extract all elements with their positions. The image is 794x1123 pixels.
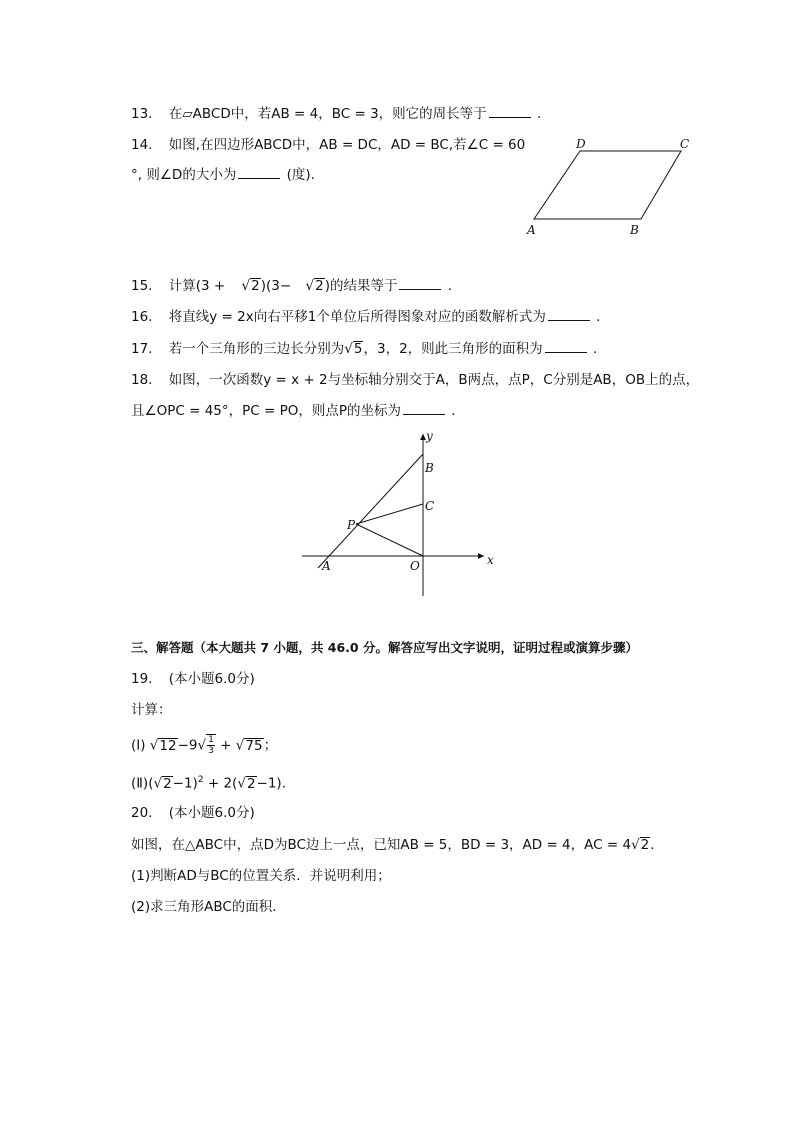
question-18-line2 bbox=[131, 401, 456, 421]
question-14-line2 bbox=[131, 165, 315, 185]
exponent: 2 bbox=[197, 775, 204, 785]
question-text-end: (度). bbox=[286, 167, 315, 183]
label-A: A bbox=[322, 559, 331, 573]
question-text: 在▱ABCD中，若AB = 4，BC = 3，则它的周长等于 bbox=[168, 106, 487, 122]
question-number: 14. bbox=[131, 137, 153, 153]
fraction bbox=[207, 735, 215, 756]
numerator: 1 bbox=[208, 735, 214, 745]
question-14 bbox=[131, 135, 525, 155]
question-18 bbox=[131, 370, 699, 390]
part-label: (Ⅰ) bbox=[131, 737, 146, 754]
question-number: 16. bbox=[131, 309, 153, 325]
answer-blank[interactable] bbox=[238, 166, 280, 179]
segment-PO bbox=[356, 524, 423, 556]
radical: 75 bbox=[245, 737, 263, 754]
coordinate-figure bbox=[298, 428, 508, 598]
line-AB bbox=[318, 454, 423, 568]
question-end: . bbox=[650, 837, 655, 853]
answer-blank[interactable] bbox=[399, 277, 441, 290]
label-x: x bbox=[487, 553, 494, 567]
label-B: B bbox=[425, 461, 434, 475]
question-15: 15. 计算(3 + √2)(3− √2)的结果等于 . bbox=[131, 278, 453, 294]
question-20-part2: (2)求三角形ABC的面积． bbox=[131, 899, 286, 915]
radical: 2 bbox=[640, 837, 650, 853]
question-text: ，3，2，则此三角形的面积为 bbox=[363, 341, 543, 357]
expr: + bbox=[220, 737, 232, 754]
question-number: 18. bbox=[131, 372, 153, 388]
label-P: P bbox=[347, 518, 356, 532]
answer-blank[interactable] bbox=[489, 105, 531, 118]
expr: −9 bbox=[177, 737, 198, 754]
label-D: D bbox=[576, 137, 586, 151]
segment-PC bbox=[356, 504, 423, 524]
question-end: . bbox=[596, 309, 601, 325]
question-19-part1: (Ⅰ) √12−9√ $\frac{1}{3}$ + √75； bbox=[131, 735, 278, 756]
question-number: 15. bbox=[131, 278, 153, 294]
question-text: 如图，在△ABC中，点D为BC边上一点，已知AB = 5，BD = 3，AD = 4，AC = 4 bbox=[131, 837, 632, 853]
question-text: 计算(3 + bbox=[168, 278, 226, 294]
question-19-part2: $(Ⅱ)(√2-1)^2 + 2(√2-1)$. bbox=[131, 775, 286, 792]
question-19 bbox=[131, 669, 255, 689]
radical: 2 bbox=[163, 775, 172, 792]
part-label: (Ⅱ) bbox=[131, 775, 149, 792]
radical: 2 bbox=[246, 775, 256, 792]
question-text: 如图，一次函数y = x + 2与坐标轴分别交于A，B两点，点P，C分别是AB，OB上的点， bbox=[168, 372, 700, 388]
section-heading: 三、解答题（本大题共 7 小题，共 46.0 分。解答应写出文字说明，证明过程或演算步骤） bbox=[131, 640, 638, 655]
parallelogram-shape bbox=[534, 151, 681, 219]
question-20-part1: (1)判断AD与BC的位置关系．并说明利用； bbox=[131, 868, 391, 884]
answer-blank[interactable] bbox=[403, 402, 445, 415]
question-text: °, 则∠D的大小为 bbox=[131, 167, 237, 183]
parallelogram-figure bbox=[520, 134, 720, 244]
question-score: (本小题6.0分) bbox=[168, 805, 255, 821]
question-number: 13. bbox=[131, 106, 153, 122]
question-end: . bbox=[447, 278, 453, 294]
expr: −1). bbox=[256, 775, 286, 792]
question-16 bbox=[131, 307, 600, 327]
question-number: 19. bbox=[131, 671, 153, 687]
question-20-line1: 如图，在△ABC中，点D为BC边上一点，已知AB = 5，BD = 3，AD = 4，AC = 4√2. bbox=[131, 837, 655, 853]
question-text: 若一个三角形的三边长分别为 bbox=[168, 341, 345, 357]
denominator: 3 bbox=[208, 746, 214, 756]
question-text: 将直线y = 2x向右平移1个单位后所得图象对应的函数解析式为 bbox=[168, 309, 546, 325]
question-end: . bbox=[451, 403, 456, 419]
question-number: 17. bbox=[131, 341, 153, 357]
answer-blank[interactable] bbox=[548, 308, 590, 321]
label-A: A bbox=[527, 223, 536, 237]
expr: −1) bbox=[172, 775, 198, 792]
label-B: B bbox=[630, 223, 639, 237]
question-end: . bbox=[536, 106, 542, 122]
label-y: y bbox=[426, 429, 433, 443]
question-text: 且∠OPC = 45°，PC = PO，则点P的坐标为 bbox=[131, 403, 401, 419]
label-C: C bbox=[425, 499, 435, 513]
answer-blank[interactable] bbox=[545, 340, 587, 353]
question-17: 17. 若一个三角形的三边长分别为√5，3，2，则此三角形的面积为 . bbox=[131, 341, 598, 357]
question-text: )的结果等于 bbox=[324, 278, 398, 294]
question-13 bbox=[131, 104, 541, 124]
question-end: . bbox=[592, 341, 598, 357]
question-20 bbox=[131, 803, 255, 823]
question-number: 20. bbox=[131, 805, 153, 821]
question-text: 如图,在四边形ABCD中，AB = DC，AD = BC,若∠C = 60 bbox=[168, 137, 526, 153]
radical: 5 bbox=[353, 341, 363, 357]
label-O: O bbox=[410, 559, 420, 573]
question-text: )(3− bbox=[260, 278, 292, 294]
expr: + 2( bbox=[207, 775, 238, 792]
question-score: (本小题6.0分) bbox=[168, 671, 255, 687]
expr: ； bbox=[263, 737, 278, 754]
radical: 2 bbox=[251, 278, 260, 294]
label-C: C bbox=[680, 137, 690, 151]
radical: 12 bbox=[159, 737, 177, 754]
radical: 2 bbox=[315, 278, 324, 294]
question-19-prompt: 计算： bbox=[131, 702, 172, 718]
